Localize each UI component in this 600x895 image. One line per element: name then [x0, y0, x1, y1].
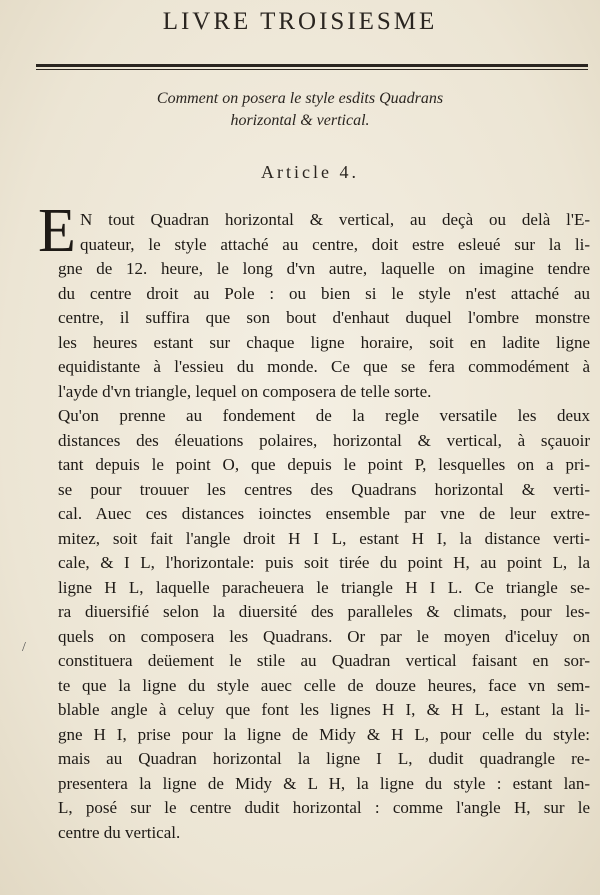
text-line: tant depuis le point O, que depuis le point P, lesquelles on a pri- [58, 455, 590, 474]
text-line: centre du vertical. [58, 822, 181, 842]
text-line: quateur, le style attaché au centre, doit estre esleué sur la li- [80, 234, 590, 254]
text-line: constituera deüement le stile au Quadran vertical faisant en sor- [58, 651, 590, 670]
text-line: se pour trouuer les centres des Quadrans horizontal & verti- [58, 479, 590, 499]
header-rule [36, 64, 588, 70]
heading-line-2: horizontal & vertical. [230, 112, 370, 129]
text-line: N tout Quadran horizontal & vertical, au deçà ou delà l'E- [80, 210, 590, 229]
text-line: presentera la ligne de Midy & L H, la ligne du style : estant lan- [58, 773, 590, 793]
text-line: centre, il suffira que son bout d'enhaut duquel l'ombre monstre [58, 308, 590, 327]
running-head: LIVRE TROISIESME [162, 8, 438, 35]
heading-line-1: Comment on posera le style esdits Quadrans [156, 90, 444, 107]
text-line: quels on composera les Quadrans. Or par le moyen d'iceluy on [58, 626, 590, 646]
text-line: du centre droit au Pole : ou bien si le style n'est attaché au [58, 283, 590, 303]
text-line: ra diuersifié selon la diuersité des paralleles & climats, pour les- [58, 602, 590, 621]
text-line: gne H I, prise pour la ligne de Midy & H L, pour celle du style: [58, 724, 590, 744]
text-line: distances des éleuations polaires, horizontal & vertical, à sçauoir [58, 430, 590, 450]
text-line: gne de 12. heure, le long d'vn autre, laquelle on imagine tendre [58, 259, 590, 278]
body-text [58, 208, 590, 845]
text-line: mitez, soit fait l'angle droit H I L, estant H I, la distance verti- [58, 528, 590, 548]
text-line: mais au Quadran horizontal la ligne I L, dudit quadrangle re- [58, 749, 590, 768]
text-line: cal. Auec ces distances ioinctes ensemble par vne de leur extre- [58, 504, 590, 523]
text-line: blable angle à celuy que font les lignes H I, & H L, estant la li- [58, 700, 590, 719]
text-line: equidistante à l'essieu du monde. Ce que se fera commodément à [58, 357, 590, 376]
section-heading [0, 88, 600, 132]
text-line: l'ayde d'vn triangle, lequel on composera de telle sorte. [58, 381, 432, 401]
text-line: te que la ligne du style auec celle de douze heures, face vn sem- [58, 675, 590, 695]
drop-cap: E [38, 197, 76, 265]
article-number: Article 4. [261, 162, 359, 182]
text-line: Qu'on prenne au fondement de la regle versatile les deux [58, 406, 590, 425]
text-line: les heures estant sur chaque ligne horaire, soit en ladite ligne [58, 332, 590, 352]
text-line: ligne H L, laquelle paracheuera le triangle H I L. Ce triangle se- [58, 577, 590, 597]
margin-mark: / [22, 640, 26, 655]
text-line: L, posé sur le centre dudit horizontal : comme l'angle H, sur le [58, 798, 590, 817]
text-line: cale, & I L, l'horizontale: puis soit tirée du point H, au point L, la [58, 553, 590, 572]
